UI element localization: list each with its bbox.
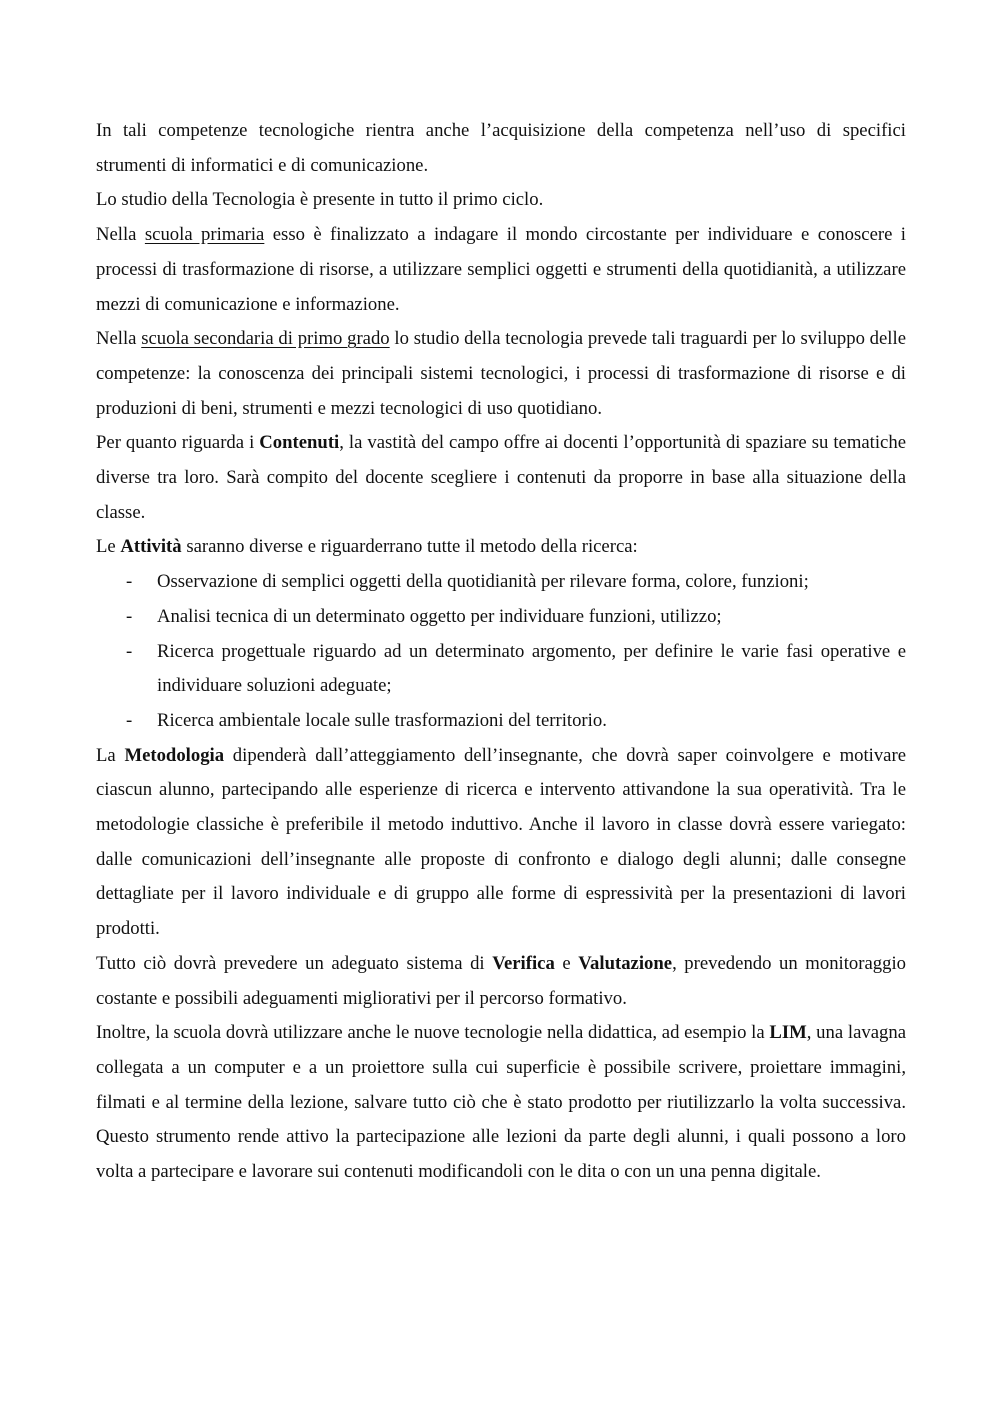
paragraph-scuola-primaria bbox=[96, 218, 906, 322]
underlined-term-scuola-secondaria: scuola secondaria di primo grado bbox=[141, 328, 390, 350]
list-item bbox=[96, 635, 906, 704]
paragraph-text: Le bbox=[96, 536, 121, 558]
paragraph-text: La bbox=[96, 744, 125, 766]
paragraph-text: Nella bbox=[96, 328, 142, 350]
activities-list bbox=[96, 565, 906, 739]
paragraph-text: , una lavagna collegata a un computer e a un proiettore sulla cui superficie è possibile scrivere, proiettare immagini, filmati e al termine della lezione, salvare tutto ciò che è stato prodotto per riutilizzarlo la volta successiva. Questo strumento rende attivo la partecipazione alle lezioni da parte degli alunni, i quali possono a loro volta a partecipare e lavorare sui contenuti modificandoli con le dita o con un una penna digitale. bbox=[96, 1022, 907, 1183]
bold-term-valutazione: Valutazione bbox=[578, 952, 673, 974]
bold-term-contenuti: Contenuti bbox=[259, 432, 340, 454]
list-dash: - bbox=[126, 640, 133, 662]
list-dash: - bbox=[126, 571, 133, 593]
paragraph-competenze bbox=[96, 114, 906, 183]
paragraph-attivita bbox=[96, 530, 906, 565]
paragraph-text: esso è finalizzato a indagare il mondo circostante per individuare e conoscere i processi di trasformazione di risorse, a utilizzare semplici oggetti e strumenti della quotidianità, a utilizzare mezzi di comunicazione e informazione. bbox=[96, 224, 906, 315]
underlined-term-scuola-primaria: scuola primaria bbox=[144, 224, 265, 246]
paragraph-text: Tutto ciò dovrà prevedere un adeguato sistema di bbox=[96, 952, 493, 974]
paragraph-text: Lo studio della Tecnologia è presente in tutto il primo ciclo. bbox=[96, 189, 544, 211]
paragraph-contenuti bbox=[96, 426, 906, 530]
paragraph-scuola-secondaria bbox=[96, 322, 906, 426]
list-item-text: Osservazione di semplici oggetti della quotidianità per rilevare forma, colore, funzioni; bbox=[157, 571, 809, 593]
list-item bbox=[96, 704, 906, 739]
paragraph-studio-tecnologia bbox=[96, 183, 906, 218]
bold-term-attivita: Attività bbox=[120, 536, 182, 558]
paragraph-text: lo studio della tecnologia prevede tali traguardi per lo sviluppo delle competenze: la conoscenza dei principali sistemi tecnologici, i processi di trasformazione di risorse e di produzioni di beni, strumenti e mezzi tecnologici di uso quotidiano. bbox=[96, 328, 906, 419]
list-item-text: Ricerca ambientale locale sulle trasformazioni del territorio. bbox=[157, 709, 607, 731]
paragraph-text: Inoltre, la scuola dovrà utilizzare anche le nuove tecnologie nella didattica, ad esempio la bbox=[96, 1022, 770, 1044]
bold-term-verifica: Verifica bbox=[492, 952, 555, 974]
list-item bbox=[96, 600, 906, 635]
list-item-text: Ricerca progettuale riguardo ad un determinato argomento, per definire le varie fasi operative e individuare soluzioni adeguate; bbox=[157, 640, 906, 697]
paragraph-text: Per quanto riguarda i bbox=[96, 432, 260, 454]
paragraph-text: In tali competenze tecnologiche rientra anche l’acquisizione della competenza nell’uso di specifici strumenti di informatici e di comunicazione. bbox=[96, 120, 906, 176]
bold-term-metodologia: Metodologia bbox=[124, 744, 225, 766]
paragraph-lim bbox=[96, 1016, 906, 1190]
paragraph-text: , la vastità del campo offre ai docenti l’opportunità di spaziare su tematiche diverse tra loro. Sarà compito del docente scegliere i contenuti da proporre in base alla situazione della classe. bbox=[96, 432, 906, 523]
paragraph-text: e bbox=[554, 952, 579, 974]
paragraph-text: , prevedendo un monitoraggio costante e possibili adeguamenti migliorativi per il percorso formativo. bbox=[96, 952, 907, 1009]
paragraph-verifica-valutazione bbox=[96, 947, 906, 1016]
paragraph-text: dipenderà dall’atteggiamento dell’insegnante, che dovrà saper coinvolgere e motivare ciascun alunno, partecipando alle esperienze di ricerca e intervento attivandone la sua operatività. Tra le metodologie classiche è preferibile il metodo induttivo. Anche il lavoro in classe dovrà essere variegato: dalle comunicazioni dell’insegnante alle proposte di confronto e dialogo degli alunni; dalle consegne dettagliate per il lavoro individuale e di gruppo alle forme di espressività per la presentazioni di lavori prodotti. bbox=[96, 744, 906, 940]
list-dash: - bbox=[126, 709, 133, 731]
paragraph-text: Nella bbox=[96, 224, 145, 246]
bold-term-lim: LIM bbox=[769, 1022, 807, 1044]
list-item-text: Analisi tecnica di un determinato oggetto per individuare funzioni, utilizzo; bbox=[157, 605, 722, 627]
list-dash: - bbox=[126, 605, 133, 627]
paragraph-text: saranno diverse e riguarderrano tutte il metodo della ricerca: bbox=[181, 536, 638, 558]
document-page bbox=[96, 114, 906, 1190]
paragraph-metodologia bbox=[96, 739, 906, 947]
list-item bbox=[96, 565, 906, 600]
